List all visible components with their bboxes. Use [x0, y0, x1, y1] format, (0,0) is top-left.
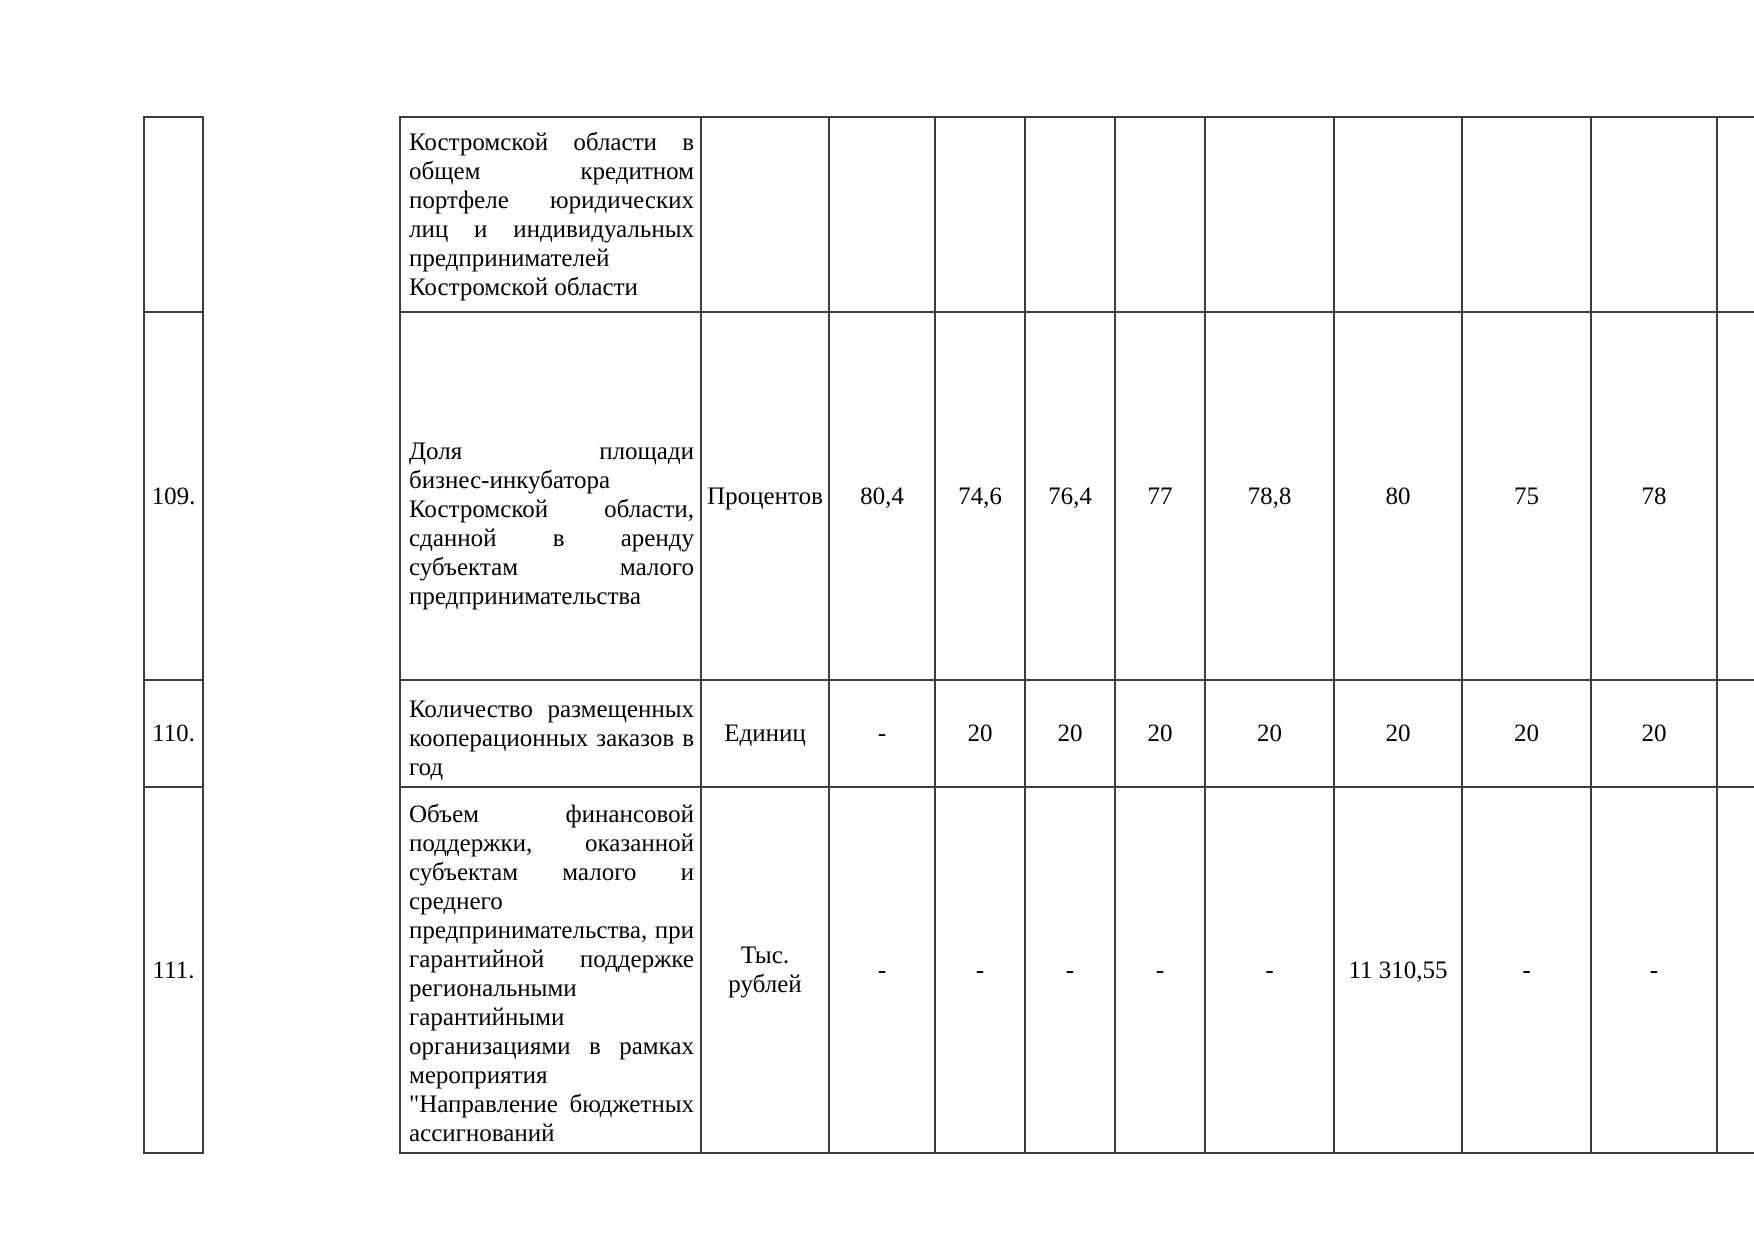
- value-cell: -: [1591, 787, 1717, 1154]
- indicator-cell: Количество размещенных кооперационных заказов в год: [400, 680, 701, 787]
- value-cell: 78: [1591, 312, 1717, 680]
- value-cell: -: [1115, 787, 1205, 1154]
- indicator-cell: Доля площади бизнес-инкубатора Костромской области, сданной в аренду субъектам малого предпринимательства: [400, 312, 701, 680]
- unit-cell: Процентов: [701, 312, 829, 680]
- value-cell: 20: [1334, 680, 1462, 787]
- value-cell: -: [829, 787, 935, 1154]
- indicator-cell: Костромской области в общем кредитном портфеле юридических лиц и индивидуальных предпринимателей Костромской области: [400, 116, 701, 312]
- row-number-cell: 111.: [143, 787, 203, 1154]
- value-cell: -: [1025, 787, 1115, 1154]
- row-number-cell: [143, 116, 203, 312]
- value-cell: 77: [1115, 312, 1205, 680]
- value-cell: [1717, 312, 1754, 680]
- indicator-cell: Объем финансовой поддержки, оказанной субъектам малого и среднего предпринимательства, при гарантийной поддержке региональными гарантийными организациями в рамках мероприятия "Направление бюджетных ассигнований: [400, 787, 701, 1154]
- value-cell: -: [935, 787, 1025, 1154]
- value-cell: [829, 116, 935, 312]
- value-cell: [1717, 787, 1754, 1154]
- value-cell: [1717, 116, 1754, 312]
- value-cell: 80,4: [829, 312, 935, 680]
- value-cell: 20: [935, 680, 1025, 787]
- row-number-cell: 110.: [143, 680, 203, 787]
- value-cell: 20: [1205, 680, 1334, 787]
- value-cell: 20: [1462, 680, 1591, 787]
- value-cell: 20: [1025, 680, 1115, 787]
- value-cell: 75: [1462, 312, 1591, 680]
- value-cell: [1334, 116, 1462, 312]
- value-cell: [1115, 116, 1205, 312]
- value-cell: -: [1462, 787, 1591, 1154]
- indicators-table: [143, 116, 1754, 1154]
- value-cell: 76,4: [1025, 312, 1115, 680]
- row-number-cell: 109.: [143, 312, 203, 680]
- value-cell: -: [829, 680, 935, 787]
- value-cell: 20: [1591, 680, 1717, 787]
- value-cell: [1462, 116, 1591, 312]
- value-cell: [1591, 116, 1717, 312]
- value-cell: 80: [1334, 312, 1462, 680]
- value-cell: 20: [1115, 680, 1205, 787]
- value-cell: 78,8: [1205, 312, 1334, 680]
- value-cell: [1025, 116, 1115, 312]
- value-cell: [935, 116, 1025, 312]
- value-cell: [1205, 116, 1334, 312]
- value-cell: [1717, 680, 1754, 787]
- value-cell: 74,6: [935, 312, 1025, 680]
- value-cell: -: [1205, 787, 1334, 1154]
- program-merged-cell: [203, 116, 400, 1154]
- unit-cell: Тыс. рублей: [701, 787, 829, 1154]
- unit-cell: Единиц: [701, 680, 829, 787]
- value-cell: 11 310,55: [1334, 787, 1462, 1154]
- unit-cell: [701, 116, 829, 312]
